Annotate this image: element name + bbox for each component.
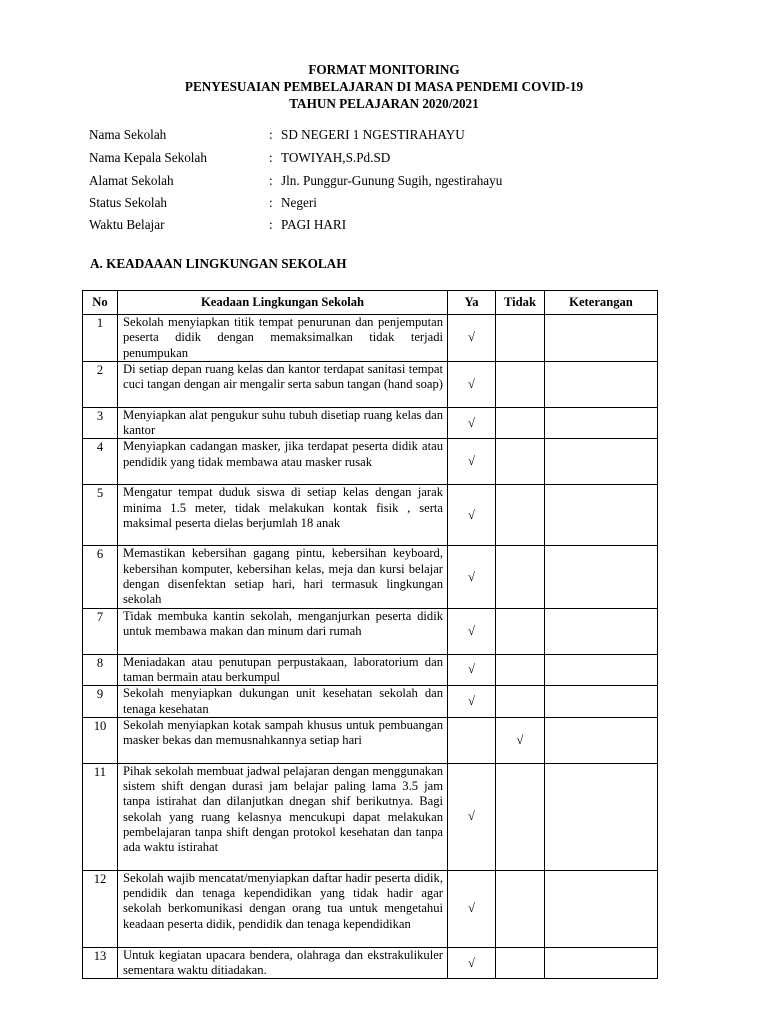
yes-check: √ (448, 686, 496, 718)
yes-check: √ (448, 361, 496, 407)
status-label: Status Sekolah (89, 195, 168, 210)
no-check (496, 361, 545, 407)
row-condition: Tidak membuka kantin sekolah, menganjurkan peserta didik untuk membawa makan dan minum dari rumah (118, 608, 448, 654)
header-no-answer: Tidak (496, 291, 545, 315)
row-number: 13 (83, 947, 118, 979)
no-check (496, 654, 545, 686)
table-header-row (83, 291, 658, 315)
row-number: 4 (83, 439, 118, 485)
row-condition: Menyiapkan cadangan masker, jika terdapat peserta didik atau pendidik yang tidak membawa atau masker rusak (118, 439, 448, 485)
header-yes: Ya (448, 291, 496, 315)
table-row (83, 654, 658, 686)
table-row (83, 763, 658, 870)
no-check (496, 407, 545, 439)
row-condition: Sekolah menyiapkan titik tempat penurunan dan penjemputan peserta didik dengan memaksimalkan tidak terjadi penumpukan (118, 315, 448, 362)
yes-check (448, 717, 496, 763)
row-condition: Mengatur tempat duduk siswa di setiap kelas dengan jarak minima 1.5 meter, tidak melakukan kontak fisik , serta maksimal peserta dielas berjumlah 18 anak (118, 485, 448, 546)
row-number: 2 (83, 361, 118, 407)
remarks-cell (545, 870, 658, 947)
no-check (496, 870, 545, 947)
row-number: 7 (83, 608, 118, 654)
address-label: Alamat Sekolah (89, 173, 174, 188)
no-check (496, 546, 545, 608)
row-condition: Sekolah menyiapkan dukungan unit kesehatan sekolah dan tenaga kesehatan (118, 686, 448, 718)
remarks-cell (545, 654, 658, 686)
school-year: TAHUN PELAJARAN 2020/2021 (289, 96, 479, 111)
table-row (83, 608, 658, 654)
yes-check: √ (448, 870, 496, 947)
table-row (83, 315, 658, 362)
header-no: No (83, 291, 118, 315)
remarks-cell (545, 407, 658, 439)
row-number: 3 (83, 407, 118, 439)
no-check (496, 686, 545, 718)
document-subtitle: PENYESUAIAN PEMBELAJARAN DI MASA PENDEMI COVID-19 (184, 79, 584, 94)
separator: : (269, 217, 273, 232)
no-check (496, 485, 545, 546)
separator: : (269, 150, 273, 165)
no-check (496, 315, 545, 362)
table-row (83, 439, 658, 485)
yes-check: √ (448, 439, 496, 485)
no-check (496, 763, 545, 870)
principal-label: Nama Kepala Sekolah (89, 150, 207, 165)
document-title: FORMAT MONITORING (308, 62, 460, 77)
row-number: 6 (83, 546, 118, 608)
row-condition: Untuk kegiatan upacara bendera, olahraga dan ekstrakulikuler sementara waktu ditiadakan. (118, 947, 448, 979)
remarks-cell (545, 763, 658, 870)
row-condition: Sekolah wajib mencatat/menyiapkan daftar hadir peserta didik, pendidik dan tenaga kependidikan yang tidak hadir agar sekolah berkomunikasi dengan orang tua untuk mengetahui keadaan peserta didik, pendidik dan tenaga kependidikan (118, 870, 448, 947)
no-check (496, 947, 545, 979)
yes-check: √ (448, 947, 496, 979)
separator: : (269, 127, 273, 142)
section-title: A. KEADAAAN LINGKUNGAN SEKOLAH (90, 256, 347, 271)
row-condition: Meniadakan atau penutupan perpustakaan, laboratorium dan taman bermain atau berkumpul (118, 654, 448, 686)
table-row (83, 546, 658, 608)
row-condition: Di setiap depan ruang kelas dan kantor terdapat sanitasi tempat cuci tangan dengan air mengalir serta sabun tangan (hand soap) (118, 361, 448, 407)
study-time-label: Waktu Belajar (89, 217, 165, 232)
no-check (496, 439, 545, 485)
remarks-cell (545, 439, 658, 485)
row-condition: Sekolah menyiapkan kotak sampah khusus untuk pembuangan masker bekas dan memusnahkannya setiap hari (118, 717, 448, 763)
yes-check: √ (448, 763, 496, 870)
remarks-cell (545, 485, 658, 546)
table-row (83, 485, 658, 546)
table-row (83, 407, 658, 439)
remarks-cell (545, 947, 658, 979)
yes-check: √ (448, 485, 496, 546)
table-row (83, 870, 658, 947)
principal-value: TOWIYAH,S.Pd.SD (281, 150, 391, 165)
status-value: Negeri (281, 195, 317, 210)
row-number: 10 (83, 717, 118, 763)
school-name-label: Nama Sekolah (89, 127, 167, 142)
row-number: 8 (83, 654, 118, 686)
table-row (83, 686, 658, 718)
separator: : (269, 173, 273, 188)
remarks-cell (545, 608, 658, 654)
yes-check: √ (448, 546, 496, 608)
header-condition: Keadaan Lingkungan Sekolah (118, 291, 448, 315)
yes-check: √ (448, 608, 496, 654)
table-row (83, 947, 658, 979)
no-check: √ (496, 717, 545, 763)
table-row (83, 717, 658, 763)
row-condition: Memastikan kebersihan gagang pintu, kebersihan keyboard, kebersihan komputer, kebersihan kelas, meja dan kursi belajar dengan disenfektan setiap hari, hari termasuk lingkungan sekolah (118, 546, 448, 608)
separator: : (269, 195, 273, 210)
monitoring-table (82, 290, 658, 979)
table-row (83, 361, 658, 407)
header-remarks: Keterangan (545, 291, 658, 315)
row-condition: Menyiapkan alat pengukur suhu tubuh disetiap ruang kelas dan kantor (118, 407, 448, 439)
row-number: 11 (83, 763, 118, 870)
remarks-cell (545, 315, 658, 362)
row-number: 1 (83, 315, 118, 362)
study-time-value: PAGI HARI (281, 217, 347, 232)
school-name-value: SD NEGERI 1 NGESTIRAHAYU (281, 127, 465, 142)
yes-check: √ (448, 315, 496, 362)
remarks-cell (545, 546, 658, 608)
row-number: 9 (83, 686, 118, 718)
yes-check: √ (448, 407, 496, 439)
row-number: 12 (83, 870, 118, 947)
remarks-cell (545, 686, 658, 718)
row-condition: Pihak sekolah membuat jadwal pelajaran dengan menggunakan sistem shift dengan durasi jam belajar paling lama 3.5 jam tanpa istirahat dan dilanjutkan dnegan shif berikutnya. Bagi sekolah yang ruang kelasnya mencukupi dapat melakukan pembelajaran tanpa shift dengan protokol kesehatan dan tanpa ada waktu istirahat (118, 763, 448, 870)
remarks-cell (545, 717, 658, 763)
address-value: Jln. Punggur-Gunung Sugih, ngestirahayu (281, 173, 503, 188)
no-check (496, 608, 545, 654)
yes-check: √ (448, 654, 496, 686)
row-number: 5 (83, 485, 118, 546)
remarks-cell (545, 361, 658, 407)
